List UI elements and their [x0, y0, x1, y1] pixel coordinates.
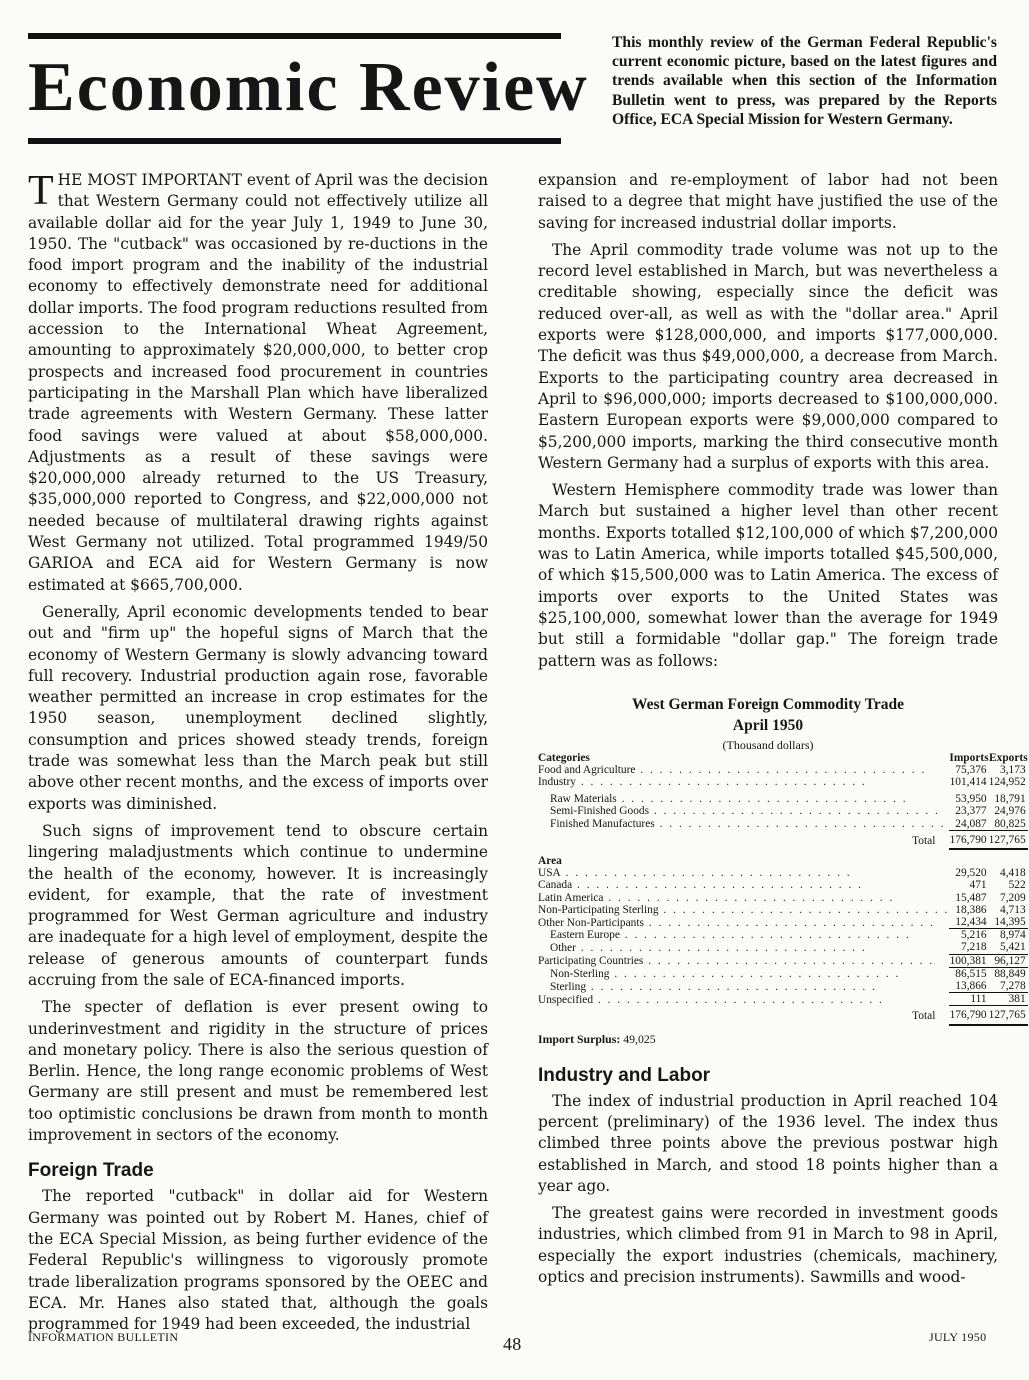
- trade-table: [538, 752, 1028, 1026]
- table-row: [538, 967, 1028, 980]
- row-label-text: Eastern Europe: [550, 929, 620, 942]
- dot-leader: . . . . . . . . . . . . . . . . . . . . . . . . . . . . . .: [609, 967, 901, 980]
- import-surplus-value: 49,025: [623, 1031, 656, 1046]
- row-label: [538, 916, 949, 929]
- dot-leader: . . . . . . . . . . . . . . . . . . . . . . . . . . . . . .: [649, 805, 940, 818]
- column-header: Imports: [949, 751, 989, 764]
- paragraph: The index of industrial production in April reached 104 percent (preliminary) of the 1936 level. The index thus climbed three points above the previous postwar high established in March, and stood 18 points higher than a year ago.: [538, 1091, 998, 1195]
- dot-leader: . . . . . . . . . . . . . . . . . . . . . . . . . . . . . .: [643, 916, 935, 929]
- dot-leader: . . . . . . . . . . . . . . . . . . . . . . . . . . . . . .: [616, 793, 908, 806]
- row-label: [538, 967, 949, 980]
- lead-paragraph-text: HE MOST IMPORTANT event of April was the decision that Western Germany could not effectively utilize all available dollar aid for the year July 1, 1949 to June 30, 1950. The "cutback" was occasioned by re-ductions in the food import program and the inability of the industrial economy to effectively demonstrate need for additional dollar imports. The food program reductions resulted from accession to the International Wheat Agreement, amounting to approximately $20,000,000, to better crop prospects and increased food procurement in countries participating in the Marshall Plan which have liberalized trade agreements with Western Germany. These latter food savings were valued at about $58,000,000. Adjustments as a result of these savings were $20,000,000 already returned to the US Treasury, $35,000,000 reported to Congress, and $22,000,000 not needed because of multilateral drawing rights against West Germany not utilized. Total programmed 1949/50 GARIOA and ECA aid for Western Germany is now estimated at $665,700,000.: [28, 171, 488, 594]
- table-row: [538, 818, 1028, 831]
- table-row: [538, 916, 1028, 929]
- imports-cell: 471: [969, 879, 987, 892]
- dot-leader: . . . . . . . . . . . . . . . . . . . . . . . . . . . . . .: [586, 980, 877, 993]
- row-label-text: Food and Agriculture: [538, 763, 636, 776]
- exports-cell: 5,421: [1000, 941, 1026, 954]
- exports-cell: 3,173: [1000, 763, 1026, 776]
- row-label: [538, 805, 949, 817]
- trade-table-block: [538, 694, 1028, 1047]
- row-label-text: Other Non-Participants: [538, 916, 644, 929]
- paragraph: The specter of deflation is ever present owing to underinvestment and rigidity in the structure of prices and monetary policy. There is also the serious question of Berlin. Hence, the long range economic problems of West Germany are still present and must be remembered lest too optimistic conclusions be drawn from month to month improvement in sectors of the economy.: [28, 998, 488, 1145]
- right-column: [538, 170, 1028, 1294]
- imports-cell: 15,487: [955, 891, 987, 904]
- table-unit: (Thousand dollars): [722, 737, 814, 752]
- row-label: [538, 993, 949, 1006]
- table-row: [538, 793, 1028, 805]
- imports-cell: 23,377: [955, 805, 987, 818]
- table-row: [538, 929, 1028, 942]
- row-label-text: Finished Manufactures: [550, 818, 655, 831]
- import-surplus: [538, 1032, 998, 1047]
- paragraph: The reported "cutback" in dollar aid for Western Germany was pointed out by Robert M. Hanes, chief of the ECA Special Mission, as being further evidence of the Federal Republic's willingness to vigorously promote trade liberalization programs sponsored by the OEEC and ECA. Mr. Hanes also stated that, although the goals programmed for 1949 had been exceeded, the industrial: [28, 1187, 488, 1334]
- imports-cell: 176,790: [949, 830, 988, 849]
- row-label: [538, 764, 949, 776]
- imports-cell: 75,376: [955, 763, 987, 776]
- page-title: Economic Review: [28, 49, 589, 126]
- imports-cell: 5,216: [949, 929, 988, 942]
- title-rule-bottom: [28, 138, 561, 144]
- exports-cell: 88,849: [989, 967, 1028, 980]
- row-label: [538, 954, 949, 967]
- row-label-text: USA: [538, 867, 561, 880]
- row-label-text: Sterling: [550, 980, 587, 993]
- imports-cell: 176,790: [949, 1006, 988, 1025]
- table-row: [538, 892, 1028, 904]
- table-row: [538, 904, 1028, 916]
- exports-cell: 7,209: [1000, 891, 1026, 904]
- page-number: 48: [503, 1334, 522, 1354]
- paragraph: expansion and re-employment of labor had not been raised to a degree that might have justified the use of the saving for increased industrial dollar imports.: [538, 171, 998, 232]
- table-subtitle: April 1950: [732, 716, 804, 734]
- heading-foreign-trade: Foreign Trade: [28, 1160, 154, 1182]
- row-label: [538, 904, 949, 916]
- intro-note: This monthly review of the German Federal Republic's current economic picture, based on the latest figures and trends available when this section of the Information Bulletin went to press, was prepared by the Reports Office, ECA Special Mission for Western Germany.: [612, 34, 997, 128]
- table-row: [538, 879, 1028, 891]
- row-label-text: Canada: [538, 879, 573, 892]
- exports-cell: 381: [989, 993, 1028, 1006]
- row-label-text: Non-Sterling: [550, 967, 610, 980]
- table-row: [538, 993, 1028, 1006]
- exports-cell: 80,825: [994, 817, 1026, 830]
- exports-cell: 124,952: [988, 776, 1026, 789]
- exports-cell: 522: [1008, 879, 1026, 892]
- imports-cell: 7,218: [960, 941, 987, 954]
- imports-cell: 100,381: [949, 954, 987, 967]
- footer-date: JULY 1950: [929, 1330, 987, 1344]
- table-total-row: [538, 830, 1028, 849]
- row-label: [538, 776, 949, 788]
- table-row: [538, 776, 1028, 788]
- import-surplus-label: Import Surplus:: [538, 1031, 621, 1046]
- row-label: [538, 929, 949, 942]
- exports-cell: 4,418: [1000, 867, 1026, 880]
- table-row: [538, 855, 1028, 867]
- dot-leader: . . . . . . . . . . . . . . . . . . . . . . . . . . . . . .: [635, 763, 927, 776]
- dot-leader: . . . . . . . . . . . . . . . . . . . . . . . . . . . . . .: [575, 776, 867, 789]
- row-label: [538, 879, 949, 891]
- row-label-text: Total: [912, 1010, 936, 1023]
- row-label-text: Other: [550, 941, 576, 954]
- row-label-text: Area: [538, 855, 562, 868]
- row-label-text: Raw Materials: [550, 793, 617, 806]
- dot-leader: . . . . . . . . . . . . . . . . . . . . . . . . . . . . . .: [619, 929, 911, 942]
- dot-leader: . . . . . . . . . . . . . . . . . . . . . . . . . . . . . .: [572, 879, 864, 892]
- imports-cell: [949, 855, 988, 867]
- title-rule-top: [28, 33, 561, 39]
- imports-cell: 24,087: [955, 817, 987, 830]
- row-label: [538, 892, 949, 904]
- exports-cell: [989, 855, 1028, 867]
- row-label: [538, 980, 949, 993]
- table-row: [538, 954, 1028, 967]
- paragraph: Generally, April economic developments tended to bear out and "firm up" the hopeful signs of March that the economy of Western Germany is slowly advancing toward full recovery. Industrial production again rose, favorable weather permitted an increase in crop estimates for the 1950 season, unemployment declined slightly, consumption and prices showed steady trends, foreign trade was somewhat less than the March peak but still above other recent months, and the excess of imports over exports was diminished.: [28, 602, 488, 813]
- exports-cell: 7,278: [1000, 980, 1026, 993]
- table-total-row: [538, 1006, 1028, 1025]
- row-label-text: Industry: [538, 776, 576, 789]
- row-label: [538, 1006, 949, 1025]
- table-title: West German Foreign Commodity Trade: [631, 695, 905, 713]
- dot-leader: . . . . . . . . . . . . . . . . . . . . . . . . . . . . . .: [560, 867, 852, 880]
- lead-paragraph: [28, 170, 488, 596]
- exports-cell: 127,765: [989, 1006, 1028, 1025]
- dot-leader: . . . . . . . . . . . . . . . . . . . . . . . . . . . . . .: [654, 818, 946, 831]
- row-label: [538, 867, 949, 879]
- paragraph: The greatest gains were recorded in investment goods industries, which climbed from 91 in March to 98 in April, especially the export industries (chemicals, machinery, optics and precision instruments). Sawmills and wood-: [538, 1204, 998, 1287]
- imports-cell: 29,520: [955, 867, 987, 880]
- row-label: [538, 818, 949, 831]
- exports-cell: 18,791: [994, 793, 1026, 806]
- left-column: [28, 170, 488, 1341]
- imports-cell: 86,515: [949, 967, 988, 980]
- table-row: [538, 805, 1028, 817]
- exports-cell: 14,395: [994, 916, 1026, 929]
- paragraph: Such signs of improvement tend to obscure certain lingering maladjustments which continue to undermine the health of the economy, however. It is increasingly evident, for example, that the rate of investment programmed for West German agriculture and industry are inadequate for a high level of employment, despite the release of generous amounts of counterpart funds accruing from the sale of ECA-financed imports.: [28, 821, 488, 989]
- exports-cell: 4,713: [1000, 903, 1026, 916]
- table-row: [538, 980, 1028, 993]
- trade-table-body: [538, 764, 1028, 1025]
- table-header-row: [538, 752, 1028, 764]
- dot-leader: . . . . . . . . . . . . . . . . . . . . . . . . . . . . . .: [593, 993, 884, 1006]
- dot-leader: . . . . . . . . . . . . . . . . . . . . . . . . . . . . . .: [603, 891, 895, 904]
- imports-cell: 18,386: [955, 903, 987, 916]
- table-row: [538, 764, 1028, 776]
- row-label-text: Participating Countries: [538, 955, 644, 968]
- imports-cell: 111: [949, 993, 988, 1006]
- imports-cell: 13,866: [955, 980, 987, 993]
- drop-cap: T: [28, 168, 54, 214]
- row-label: [538, 941, 949, 954]
- table-row: [538, 867, 1028, 879]
- row-label-text: Non-Participating Sterling: [538, 903, 659, 916]
- footer-publication: INFORMATION BULLETIN: [28, 1330, 179, 1344]
- imports-cell: 101,414: [949, 776, 987, 789]
- table-row: [538, 941, 1028, 954]
- imports-cell: 53,950: [955, 793, 987, 806]
- row-label: [538, 830, 949, 849]
- row-label: [538, 855, 949, 867]
- row-label-text: Semi-Finished Goods: [550, 805, 650, 818]
- exports-cell: 8,974: [989, 929, 1028, 942]
- exports-cell: 24,976: [994, 805, 1026, 818]
- dot-leader: . . . . . . . . . . . . . . . . . . . . . . . . . . . . . .: [643, 955, 935, 968]
- dot-leader: . . . . . . . . . . . . . . . . . . . . . . . . . . . . . .: [658, 903, 950, 916]
- row-label-text: Latin America: [538, 891, 604, 904]
- imports-cell: 12,434: [955, 916, 987, 929]
- dot-leader: . . . . . . . . . . . . . . . . . . . . . . . . . . . . . .: [575, 941, 867, 954]
- paragraph: The April commodity trade volume was not up to the record level established in March, but was nevertheless a creditable showing, especially since the deficit was reduced over-all, as well as with the "dollar area." April exports were $128,000,000, and imports $177,000,000. The deficit was thus $49,000,000, a decrease from March. Exports to the participating country area decreased in April to $96,000,000; imports decreased to $100,000,000. Eastern European exports were $9,000,000 compared to $5,200,000 imports, marking the third consecutive month Western Germany had a surplus of exports with this area.: [538, 240, 998, 472]
- column-header: Categories: [538, 751, 590, 764]
- exports-cell: 127,765: [989, 830, 1028, 849]
- row-label-text: Total: [912, 834, 936, 847]
- row-label-text: Unspecified: [538, 993, 594, 1006]
- column-header: Exports: [989, 751, 1028, 764]
- heading-industry-labor: Industry and Labor: [538, 1064, 711, 1086]
- exports-cell: 96,127: [989, 954, 1028, 967]
- row-label: [538, 793, 949, 805]
- paragraph: Western Hemisphere commodity trade was lower than March but sustained a higher level than other recent months. Exports totalled $12,100,000 of which $7,200,000 was to Latin America, while imports totalled $45,500,000, of which $15,500,000 was to Latin America. The excess of imports over exports to the United States was $25,100,000, somewhat lower than the average for 1949 but still a formidable "dollar gap." The foreign trade pattern was as follows:: [538, 481, 998, 670]
